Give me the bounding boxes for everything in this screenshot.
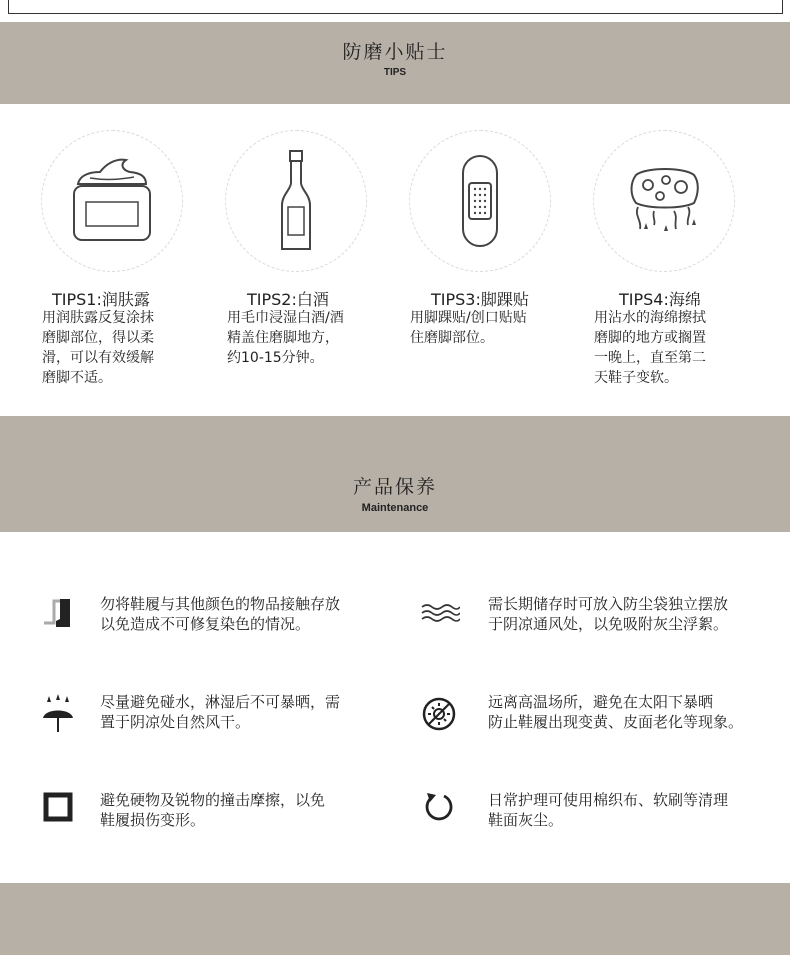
tips-section-title: 防磨小贴士 xyxy=(342,41,448,63)
tip-2-text: 用毛巾浸湿白酒/酒 精盖住磨脚地方， 约10-15分钟。 xyxy=(227,310,344,366)
top-strip xyxy=(0,0,790,22)
top-frame xyxy=(8,0,783,14)
tip-1-title: TIPS1:润肤露 xyxy=(52,290,150,309)
maintenance-text-3: 尽量避免碰水，淋湿后不可暴晒，需 置于阴凉处自然风干。 xyxy=(100,693,341,731)
tip-1-circle xyxy=(41,130,183,272)
square-icon xyxy=(38,787,78,827)
refresh-icon xyxy=(419,787,459,827)
tip-4-title: TIPS4:海绵 xyxy=(619,290,701,309)
footer-band xyxy=(0,883,790,955)
sponge-icon xyxy=(626,163,702,239)
cream-jar-icon xyxy=(70,156,154,246)
tip-2-circle xyxy=(225,130,367,272)
liquor-bottle-icon xyxy=(276,149,316,253)
maintenance-text-2: 需长期储存时可放入防尘袋独立摆放 于阴凉通风处，以免吸附灰尘浮絮。 xyxy=(488,595,729,633)
tip-3-circle xyxy=(409,130,551,272)
maintenance-section-title: 产品保养 xyxy=(352,476,437,498)
tip-2-title: TIPS2:白酒 xyxy=(247,290,329,309)
maintenance-text-1: 勿将鞋履与其他颜色的物品接触存放 以免造成不可修复染色的情况。 xyxy=(100,595,341,633)
bandage-icon xyxy=(460,153,500,249)
waves-icon xyxy=(420,593,460,633)
boots-icon xyxy=(38,593,78,633)
no-sun-icon xyxy=(419,694,459,734)
umbrella-rain-icon xyxy=(38,694,78,734)
maintenance-section-subtitle: Maintenance xyxy=(361,502,429,514)
tip-1-text: 用润肤露反复涂抹 磨脚部位，得以柔 滑，可以有效缓解 磨脚不适。 xyxy=(42,310,154,386)
maintenance-text-6: 日常护理可使用棉织布、软刷等清理 鞋面灰尘。 xyxy=(488,791,729,829)
tip-4-circle xyxy=(593,130,735,272)
tips-header-band xyxy=(0,22,790,104)
maintenance-header-band xyxy=(0,416,790,532)
tip-3-text: 用脚踝贴/创口贴贴 住磨脚部位。 xyxy=(410,310,527,346)
tips-section-subtitle: TIPS xyxy=(383,67,407,78)
tip-4-text: 用沾水的海绵擦拭 磨脚的地方或搁置 一晚上，直至第二 天鞋子变软。 xyxy=(594,310,706,386)
maintenance-text-5: 避免硬物及锐物的撞击摩擦，以免 鞋履损伤变形。 xyxy=(100,791,326,829)
maintenance-text-4: 远离高温场所，避免在太阳下暴晒 防止鞋履出现变黄、皮面老化等现象。 xyxy=(488,693,744,731)
tip-3-title: TIPS3:脚踝贴 xyxy=(431,290,529,309)
